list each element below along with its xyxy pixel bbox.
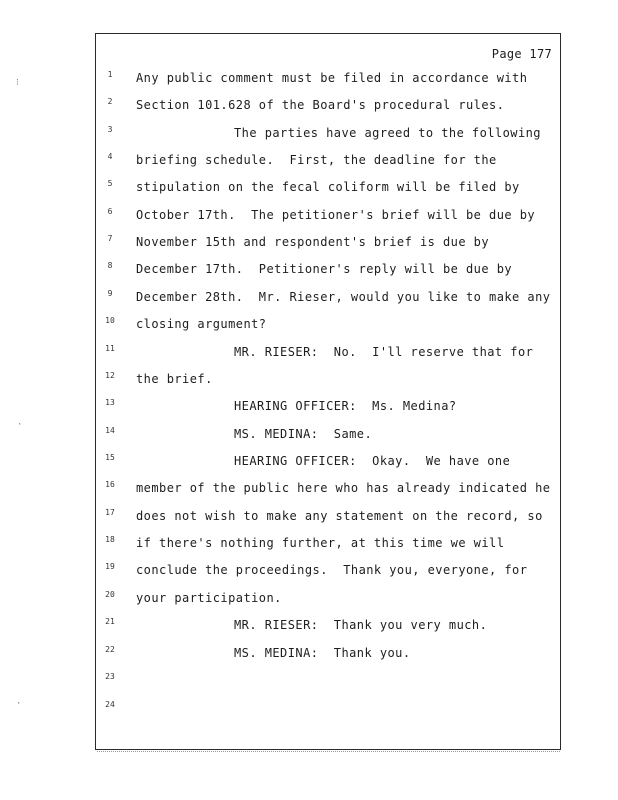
line-text: MR. RIESER: Thank you very much.: [234, 618, 488, 632]
line-text: December 28th. Mr. Rieser, would you like to make any: [136, 290, 551, 304]
line-text: your participation.: [136, 591, 282, 605]
line-number: 24: [105, 700, 115, 709]
transcript-line: [96, 670, 560, 690]
transcript-line: [96, 396, 560, 416]
line-text: Section 101.628 of the Board's procedural rules.: [136, 98, 505, 112]
line-number: 18: [105, 535, 115, 544]
line-number: 6: [107, 207, 113, 216]
line-number: 12: [105, 371, 115, 380]
line-text: November 15th and respondent's brief is due by: [136, 235, 490, 249]
line-number: 20: [105, 590, 115, 599]
line-number: 16: [105, 480, 115, 489]
transcript-line: [96, 123, 560, 143]
transcript-page: [95, 33, 561, 750]
line-number: 21: [105, 617, 115, 626]
line-number: 22: [105, 645, 115, 654]
line-text: the brief.: [136, 372, 213, 386]
transcript-line: [96, 478, 560, 498]
transcript-line: [96, 369, 560, 389]
line-text: closing argument?: [136, 317, 267, 331]
transcript-line: [96, 68, 560, 88]
line-text: briefing schedule. First, the deadline for the: [136, 153, 497, 167]
transcript-line: [96, 177, 560, 197]
line-number: 3: [107, 125, 113, 134]
line-text: if there's nothing further, at this time we will: [136, 536, 505, 550]
transcript-line: [96, 698, 560, 718]
line-text: stipulation on the fecal coliform will be filed by: [136, 180, 520, 194]
line-text: MS. MEDINA: Same.: [234, 427, 373, 441]
transcript-line: [96, 424, 560, 444]
line-number: 17: [105, 508, 115, 517]
line-number: 11: [105, 344, 115, 353]
transcript-line: [96, 588, 560, 608]
line-number: 4: [107, 152, 113, 161]
line-text: HEARING OFFICER: Okay. We have one: [234, 454, 511, 468]
transcript-line: [96, 451, 560, 471]
line-text: Any public comment must be filed in accordance with: [136, 71, 528, 85]
transcript-line: [96, 643, 560, 663]
line-text: December 17th. Petitioner's reply will be due by: [136, 262, 513, 276]
line-number: 19: [105, 562, 115, 571]
transcript-line: [96, 232, 560, 252]
line-text: member of the public here who has already indicated he: [136, 481, 551, 495]
page-number: Page 177: [491, 47, 552, 61]
line-text: MS. MEDINA: Thank you.: [234, 646, 411, 660]
line-number: 1: [107, 70, 113, 79]
line-number: 9: [107, 289, 113, 298]
line-number: 15: [105, 453, 115, 462]
line-number: 13: [105, 398, 115, 407]
line-number: 23: [105, 672, 115, 681]
scan-speck: ·: [16, 699, 22, 709]
line-number: 14: [105, 426, 115, 435]
line-number: 5: [107, 179, 113, 188]
transcript-line: [96, 560, 560, 580]
transcript-line: [96, 342, 560, 362]
transcript-line: [96, 506, 560, 526]
line-text: The parties have agreed to the following: [234, 126, 541, 140]
transcript-line: [96, 95, 560, 115]
scan-edge: [97, 751, 560, 753]
transcript-line: [96, 287, 560, 307]
line-number: 7: [107, 234, 113, 243]
transcript-line: [96, 259, 560, 279]
line-text: conclude the proceedings. Thank you, everyone, for: [136, 563, 528, 577]
line-number: 8: [107, 261, 113, 270]
transcript-line: [96, 150, 560, 170]
line-text: does not wish to make any statement on the record, so: [136, 509, 543, 523]
transcript-line: [96, 314, 560, 334]
line-number: 10: [105, 316, 115, 325]
scan-speck: ·: [17, 420, 23, 430]
transcript-line: [96, 533, 560, 553]
scan-speck: ⁝: [16, 78, 19, 88]
transcript-line: [96, 205, 560, 225]
transcript-line: [96, 615, 560, 635]
line-text: MR. RIESER: No. I'll reserve that for: [234, 345, 534, 359]
line-text: HEARING OFFICER: Ms. Medina?: [234, 399, 457, 413]
line-text: October 17th. The petitioner's brief will be due by: [136, 208, 536, 222]
line-number: 2: [107, 97, 113, 106]
